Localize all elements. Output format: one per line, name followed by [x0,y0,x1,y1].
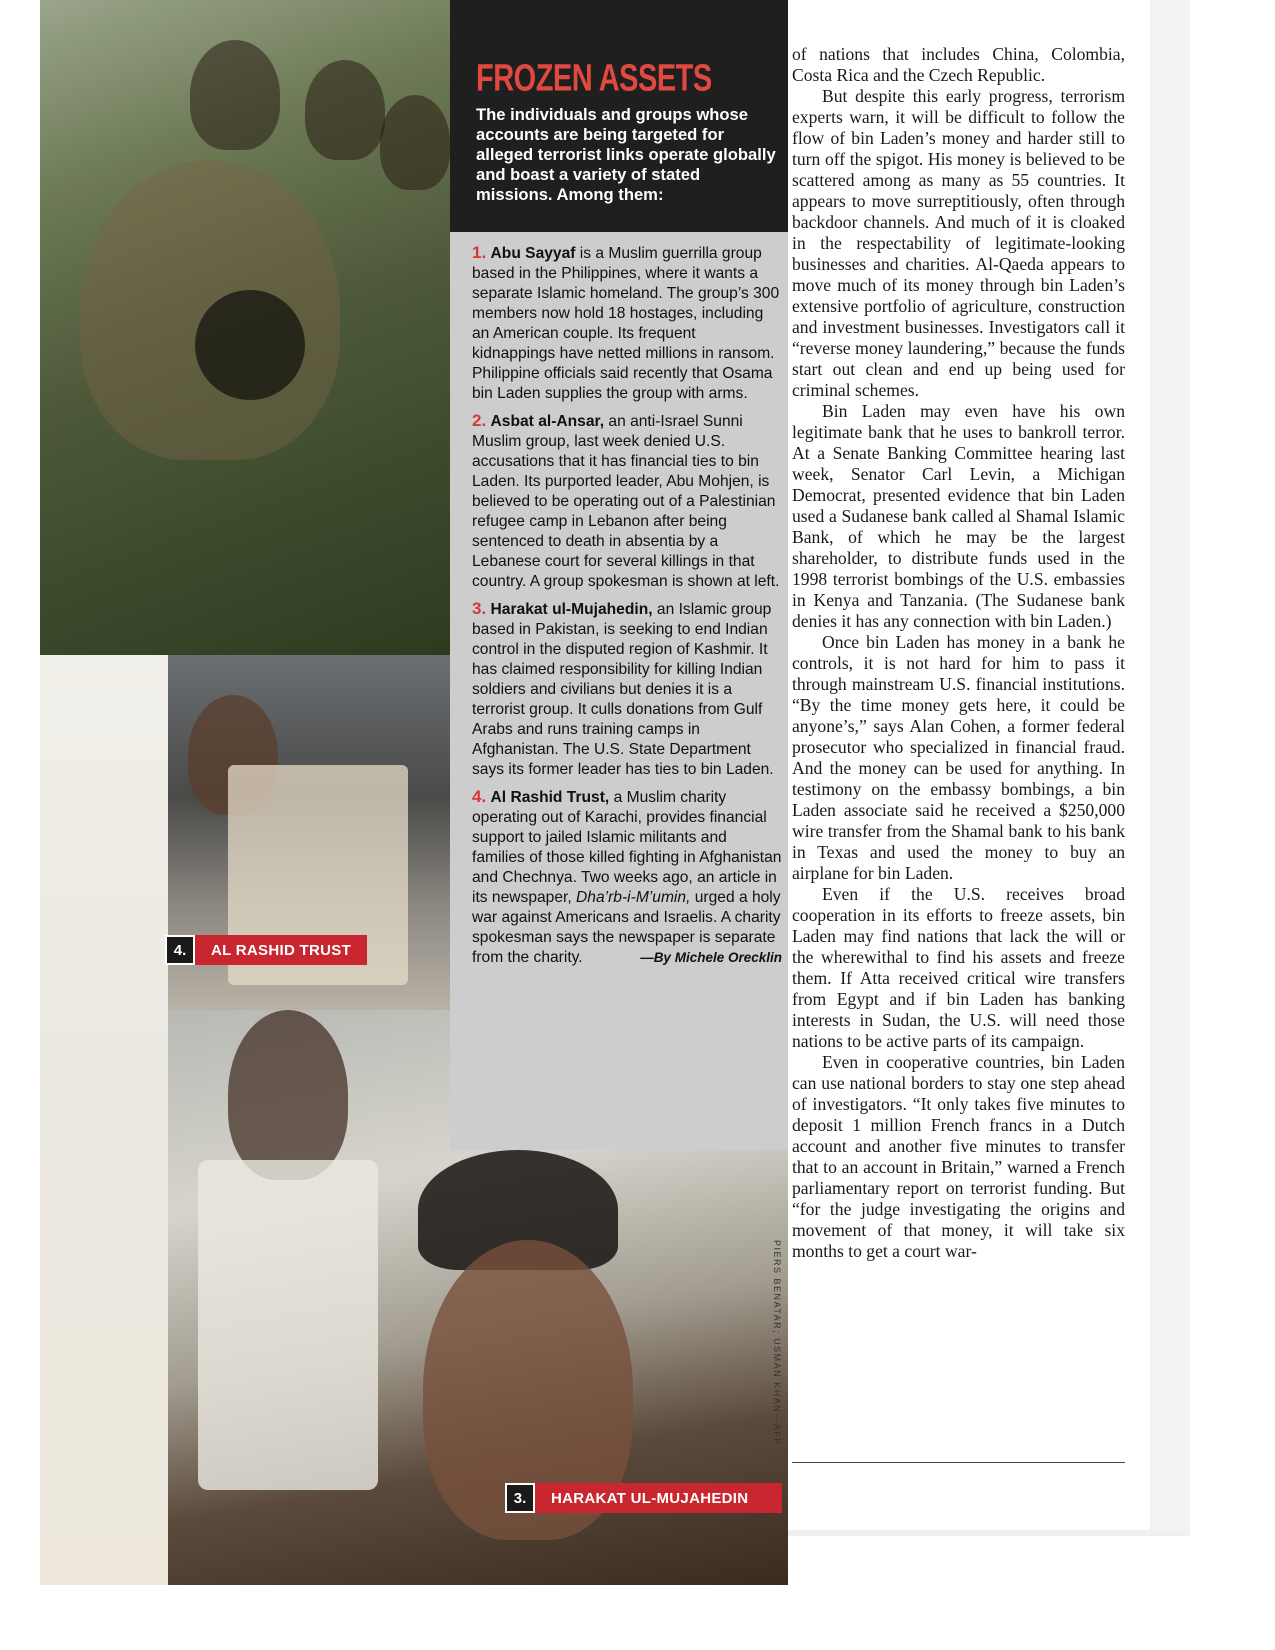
entry-text: is a Muslim guerrilla group based in the Philippines, where it wants a separate Islamic homeland. The group’s 300 members now hold 18 hostages, including an American couple. Its frequent kidnappings have netted millions in ransom. Philippine officials said recently that Osama bin Laden supplies the group with arms. [472,245,780,402]
caption-number: 4. [165,935,195,965]
caption-al-rashid-trust [165,935,367,965]
column-end-rule [792,1462,1125,1463]
sidebar-intro: The individuals and groups whose accounts are being targeted for alleged terrorist links operate globally and boast a variety of stated missions. Among them: [476,105,776,204]
entry-asbat-al-ansar [472,411,782,592]
entry-text: a Muslim charity operating out of Karachi, provides financial support to jailed Islamic militants and families of those killed fighting in Afghanistan and Chechnya. Two weeks ago, an article in its newspaper, [472,789,782,906]
caption-number: 3. [505,1483,535,1513]
page-edge-shadow [1150,0,1190,1530]
article-column [792,44,1125,1262]
article-paragraph: of nations that includes China, Colombia, Costa Rica and the Czech Republic. [792,44,1125,85]
sidebar-title: FROZEN ASSETS [476,58,712,100]
newspaper-title: Dha’rb-i-M’umin, [576,889,691,906]
entry-harakat-ul-mujahedin [472,599,782,780]
entry-name: Al Rashid Trust, [490,789,610,806]
entry-number: 2. [472,411,487,430]
photo-credit: PIERS BENATAR; USMAN KHAN—AFP [772,1240,782,1446]
photo-faded-background [40,655,168,1585]
caption-label: HARAKAT UL-MUJAHEDIN [535,1483,782,1513]
entry-number: 1. [472,243,487,262]
caption-label: AL RASHID TRUST [195,935,367,965]
entry-text-continued: urged a holy war against Americans and Israelis. A charity spokesman says the newspaper is separate from the charity. [472,889,781,966]
entry-name: Abu Sayyaf [490,245,576,262]
entry-al-rashid-trust [472,787,782,968]
entry-text: an anti-Israel Sunni Muslim group, last week denied U.S. accusations that it has financial ties to bin Laden. Its purported leader, Abu Mohjen, is believed to be operating out of a Palestinian refugee camp in Lebanon after being sentenced to death in absentia by a Lebanese court for several killings in that country. A group spokesman is shown at left. [472,413,780,590]
article-paragraph: But despite this early progress, terrorism experts warn, it will be difficult to follow the flow of bin Laden’s money and harder still to turn off the spigot. His money is believed to be scattered among as many as 55 countries. It appears to move surreptitiously, often through backdoor channels. And much of it is cloaked in the respectability of legitimate-looking businesses and charities. Al-Qaeda appears to move much of its money through bin Laden’s extensive portfolio of agriculture, construction and investment businesses. Investigators call it “reverse money laundering,” because the funds start out clean and end up being used for criminal schemes. [792,86,1125,400]
entry-text: an Islamic group based in Pakistan, is seeking to end Indian control in the disputed region of Kashmir. It has claimed responsibility for killing Indian soldiers and civilians but denies it is a terrorist group. It culls donations from Gulf Arabs and runs training camps in Afghanistan. The U.S. State Department says its former leader has ties to bin Laden. [472,601,774,778]
sidebar-entries [472,243,782,975]
entry-abu-sayyaf [472,243,782,404]
byline: —By Michele Orecklin [640,950,782,965]
article-paragraph: Bin Laden may even have his own legitimate bank that he uses to bankroll terror. At a Senate Banking Committee hearing last week, Senator Carl Levin, a Michigan Democrat, presented evidence that bin Laden used a Sudanese bank called al Shamal Islamic Bank, of which he may be the largest shareholder, to distribute funds used in the 1998 terrorist bombings of the U.S. embassies in Kenya and Tanzania. (The Sudanese bank denies it has any connection with bin Laden.) [792,401,1125,631]
article-paragraph: Even in cooperative countries, bin Laden can use national borders to stay one step ahead of investigators. “It only takes five minutes to deposit 1 million French francs in a Dutch account and another five minutes to transfer that to an account in Britain,” warned a French parliamentary report on terrorist funding. But “for the judge investigating the origins and movement of that money, it will take six months to get a court war- [792,1052,1125,1261]
photo-abu-sayyaf-guerrillas [40,0,450,655]
entry-number: 4. [472,787,487,806]
caption-harakat-ul-mujahedin [505,1483,782,1513]
article-paragraph: Even if the U.S. receives broad cooperation in its efforts to freeze assets, bin Laden may find nations that lack the will or the wherewithal to find his assets and freeze them. If Atta received critical wire transfers from Egypt and if bin Laden has banking interests in Sudan, the U.S. will need those nations to be active parts of its campaign. [792,884,1125,1051]
entry-name: Asbat al-Ansar, [490,413,605,430]
entry-number: 3. [472,599,487,618]
sidebar-header [450,0,788,232]
entry-name: Harakat ul-Mujahedin, [490,601,653,618]
article-paragraph: Once bin Laden has money in a bank he controls, it is not hard for him to pass it through mainstream U.S. financial institutions. “By the time money gets here, it could be anyone’s,” says Alan Cohen, a former federal prosecutor who specialized in financial fraud. And the money can be used for anything. In testimony on the embassy bombings, a bin Laden associate said he received a $250,000 wire transfer from the Shamal bank to his bank in Texas and used the money to buy an airplane for bin Laden. [792,632,1125,883]
frozen-assets-sidebar [450,0,788,1150]
